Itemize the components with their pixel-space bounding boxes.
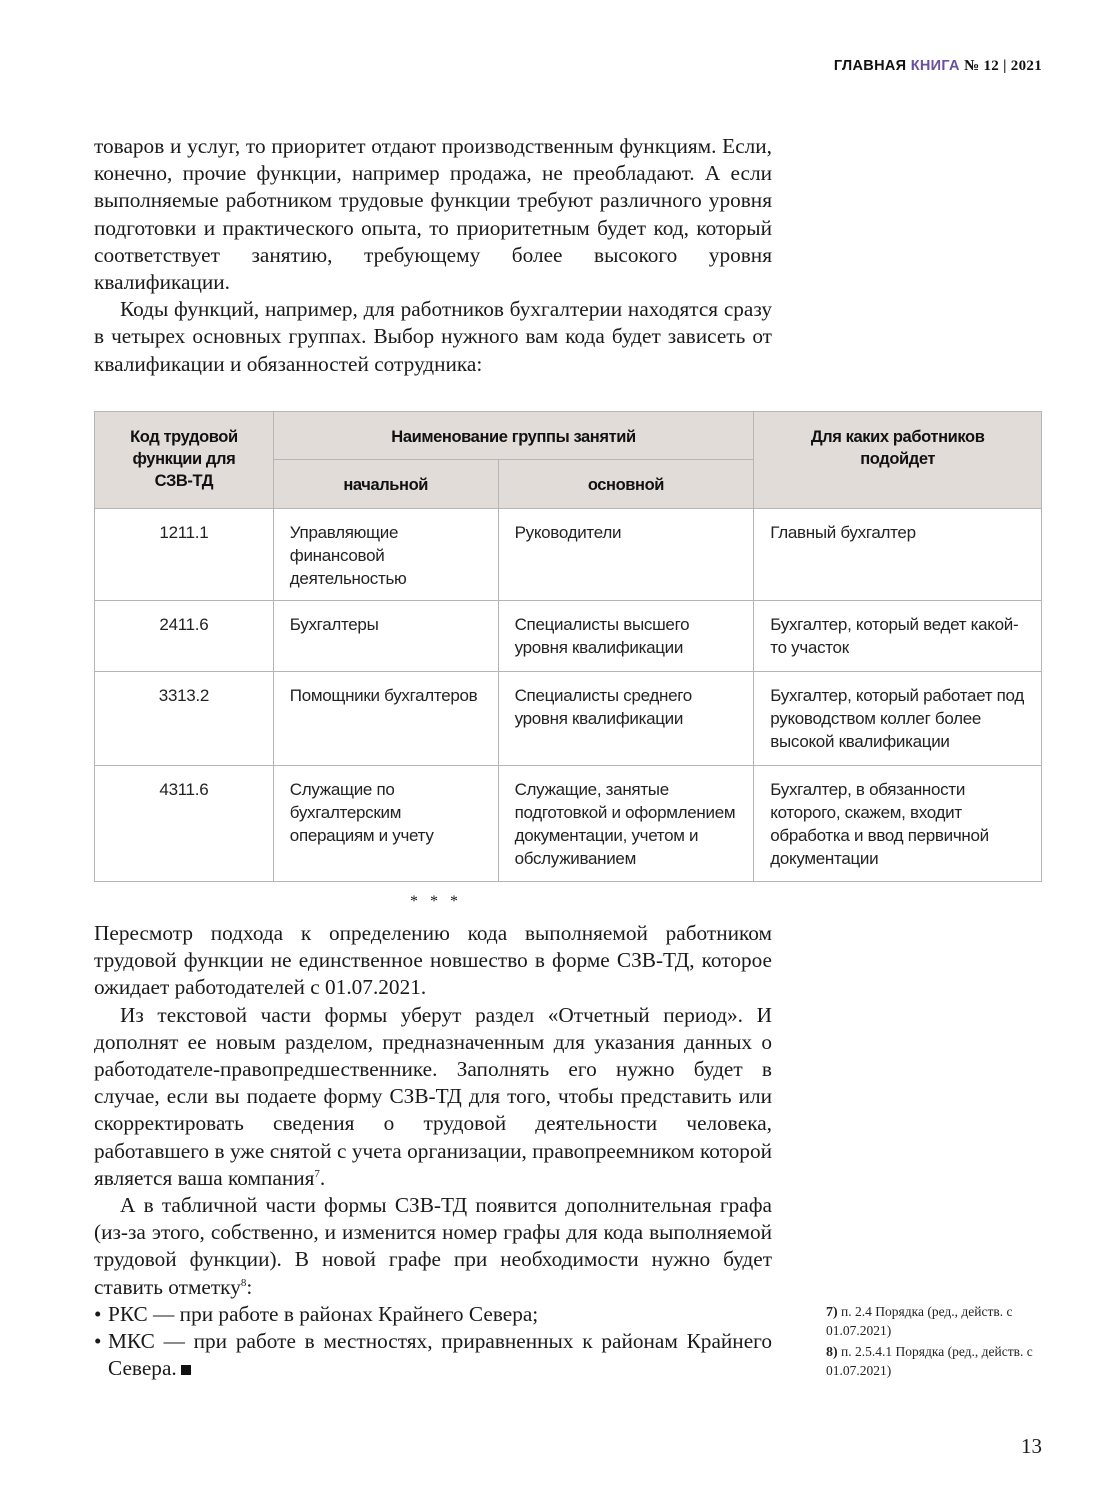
header-main: основной xyxy=(498,460,754,509)
header-code: Код трудовой функции для СЗВ-ТД xyxy=(95,412,274,509)
cell-code: 2411.6 xyxy=(95,601,274,672)
footnote-8: 8) п. 2.5.4.1 Порядка (ред., действ. с 01.07.2021) xyxy=(826,1344,1033,1378)
end-mark-icon xyxy=(181,1365,191,1375)
cell-for-whom: Бухгалтер, в обязанности которого, скажем, входит обработка и ввод первичной документации xyxy=(754,766,1042,882)
body-paragraph-2: Из текстовой части формы уберут раздел «Отчетный период». И дополнят ее новым разделом, предназначенным для указания данных о работодателе-правопредшественнике. Заполнять его нужно будет в случае, если вы подаете форму СЗВ-ТД для того, чтобы представить или скорректировать сведения о трудовой деятельности человека, работавшего в уже снятой с учета организации, правопреемником которой является ваша компания$^7$. xyxy=(94,1002,772,1190)
cell-code: 4311.6 xyxy=(95,766,274,882)
table-row xyxy=(95,766,1042,882)
cell-initial: Управляющие финансовой деятельностью xyxy=(273,509,498,601)
cell-main: Руководители xyxy=(498,509,754,601)
footnote-ref-8[interactable]: 8 xyxy=(240,1276,247,1289)
footnote-ref-7[interactable]: 7 xyxy=(314,1167,320,1180)
body-text xyxy=(94,920,772,1382)
header-for-whom: Для каких работников подойдет xyxy=(754,412,1042,509)
body-paragraph-1: Пересмотр подхода к определению кода выполняемой работником трудовой функции не единственное новшество в форме СЗВ-ТД, которое ожидает работодателей с 01.07.2021. xyxy=(94,921,772,1000)
table-row xyxy=(95,672,1042,766)
intro-paragraph-1: товаров и услуг, то приоритет отдают производственным функциям. Если, конечно, прочие функции, например продажа, не преобладают. А если выполняемые работником трудовые функции требуют различного уровня подготовки и практического опыта, то приоритетным будет код, который соответствует занятию, требующему более высокого уровня квалификации. xyxy=(94,134,772,295)
cell-main: Служащие, занятые подготовкой и оформлением документации, учетом и обслуживанием xyxy=(498,766,754,882)
table-row xyxy=(95,509,1042,601)
cell-for-whom: Главный бухгалтер xyxy=(754,509,1042,601)
cell-code: 1211.1 xyxy=(95,509,274,601)
brand-name: ГЛАВНАЯ xyxy=(833,58,907,74)
list-item: • РКС — при работе в районах Крайнего Севера; xyxy=(94,1301,772,1328)
table-row xyxy=(95,601,1042,672)
cell-for-whom: Бухгалтер, который ведет какой-то участок xyxy=(754,601,1042,672)
footnote-7: 7) п. 2.4 Порядка (ред., действ. с 01.07.2021) xyxy=(826,1304,1013,1338)
cell-initial: Помощники бухгалтеров xyxy=(273,672,498,766)
page-number: 13 xyxy=(1021,1434,1042,1458)
cell-main: Специалисты среднего уровня квалификации xyxy=(498,672,754,766)
cell-main: Специалисты высшего уровня квалификации xyxy=(498,601,754,672)
list-item: • МКС — при работе в местностях, приравненных к районам Крайнего Севера. xyxy=(94,1328,772,1382)
issue-number: № 12 | 2021 xyxy=(964,58,1042,74)
header-initial: начальной xyxy=(273,460,498,509)
footnotes xyxy=(826,1303,1056,1383)
magazine-header xyxy=(834,58,1042,75)
cell-initial: Бухгалтеры xyxy=(273,601,498,672)
intro-text xyxy=(94,133,772,378)
brand-accent: КНИГА xyxy=(910,58,960,74)
job-codes-table xyxy=(94,411,1042,882)
section-separator: * * * xyxy=(410,893,462,910)
intro-paragraph-2: Коды функций, например, для работников бухгалтерии находятся сразу в четырех основных группах. Выбор нужного вам кода будет зависеть от квалификации и обязанностей сотрудника: xyxy=(94,297,772,376)
body-paragraph-3: А в табличной части формы СЗВ-ТД появится дополнительная графа (из-за этого, собственно, и изменится номер графы для кода выполняемой трудовой функции). В новой графе при необходимости нужно будет ставить отметку$^8$: xyxy=(94,1193,772,1299)
cell-initial: Служащие по бухгалтерским операциям и учету xyxy=(273,766,498,882)
header-group: Наименование группы занятий xyxy=(273,412,753,460)
cell-for-whom: Бухгалтер, который работает под руководством коллег более высокой квалификации xyxy=(754,672,1042,766)
bullet-list xyxy=(94,1301,772,1383)
cell-code: 3313.2 xyxy=(95,672,274,766)
